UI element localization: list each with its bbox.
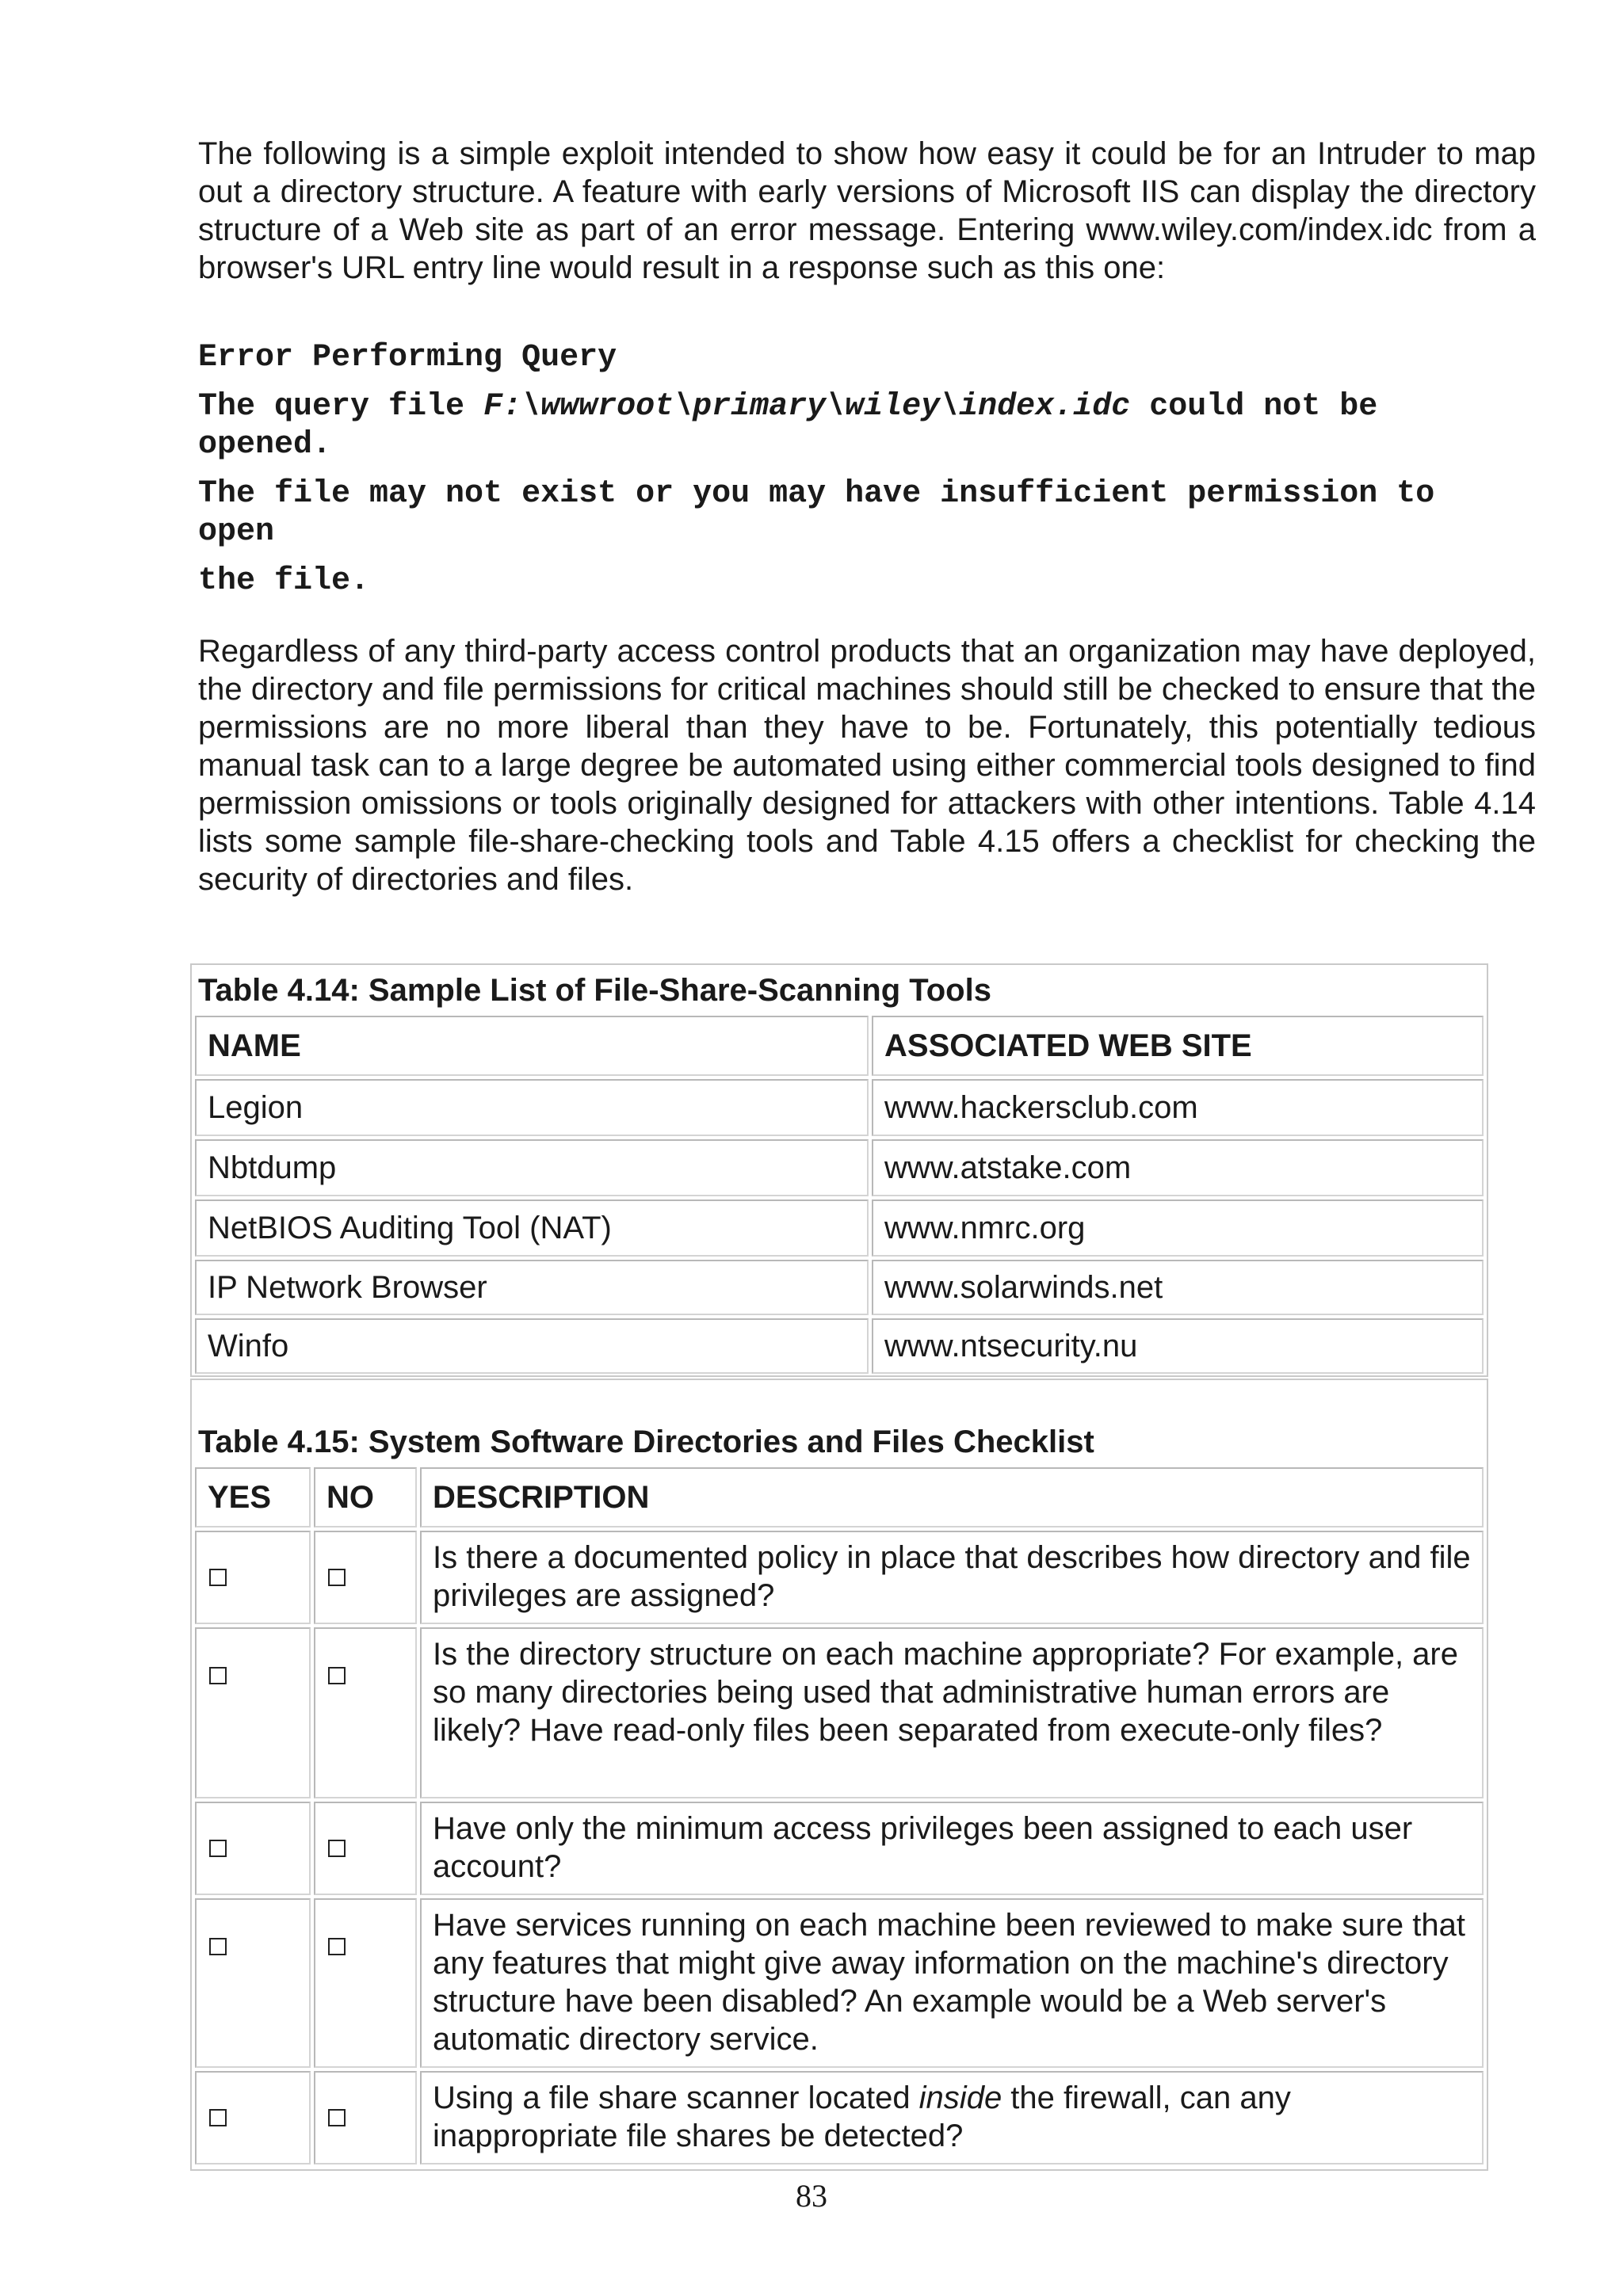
no-checkbox[interactable]	[314, 1898, 417, 2068]
table-row: Is the directory structure on each machine appropriate? For example, are so many directories being used that administrative human errors are likely? Have read-only files been separated from execute-only files?	[420, 1627, 1484, 1798]
checkbox-icon	[209, 1667, 227, 1684]
checkbox-icon	[328, 1569, 346, 1586]
error-line-5: open	[198, 514, 275, 550]
no-checkbox[interactable]	[314, 2071, 417, 2164]
checkbox-icon	[328, 1840, 346, 1857]
checkbox-icon	[328, 2109, 346, 2126]
table-row: Have services running on each machine been reviewed to make sure that any features that might give away information on the machine's directory structure have been disabled? An example would be a Web server's automatic directory service.	[420, 1898, 1484, 2068]
page-number: 83	[796, 2178, 827, 2214]
table-4-14-header-name: NAME	[195, 1016, 869, 1076]
table-row: Is there a documented policy in place that describes how directory and file privileges are assigned?	[420, 1531, 1484, 1624]
table-4-15-header-no: NO	[314, 1467, 417, 1527]
table-row: www.hackersclub.com	[872, 1079, 1484, 1136]
table-row: Nbtdump	[195, 1139, 869, 1196]
table-4-15-header-yes: YES	[195, 1467, 311, 1527]
table-row: NetBIOS Auditing Tool (NAT)	[195, 1199, 869, 1257]
no-checkbox[interactable]	[314, 1531, 417, 1624]
error-line-3: opened.	[198, 427, 332, 463]
yes-checkbox[interactable]	[195, 1531, 311, 1624]
table-4-14-caption: Table 4.14: Sample List of File-Share-Scanning Tools	[198, 973, 991, 1008]
no-checkbox[interactable]	[314, 1627, 417, 1798]
intro-paragraph: The following is a simple exploit intended to show how easy it could be for an Intruder to map out a directory structure. A feature with early versions of Microsoft IIS can display the directory structure of a Web site as part of an error message. Entering www.wiley.com/index.idc from a browser's URL entry line would result in a response such as this one:	[198, 136, 1536, 285]
checkbox-icon	[328, 1667, 346, 1684]
table-row: www.solarwinds.net	[872, 1260, 1484, 1315]
error-line-2	[198, 388, 1545, 426]
yes-checkbox[interactable]	[195, 1627, 311, 1798]
row-5-text-before: Using a file share scanner located	[433, 2081, 919, 2115]
table-row: www.ntsecurity.nu	[872, 1318, 1484, 1374]
row-5-emphasis: inside	[918, 2081, 1002, 2115]
table-row: Legion	[195, 1079, 869, 1136]
yes-checkbox[interactable]	[195, 1898, 311, 2068]
no-checkbox[interactable]	[314, 1802, 417, 1895]
yes-checkbox[interactable]	[195, 1802, 311, 1895]
table-row: Winfo	[195, 1318, 869, 1374]
error-line-2-prefix: The query file	[198, 389, 484, 425]
table-4-15-header-description: DESCRIPTION	[420, 1467, 1484, 1527]
table-row: IP Network Browser	[195, 1260, 869, 1315]
error-line-6: the file.	[198, 563, 370, 599]
table-4-15-caption: Table 4.15: System Software Directories and Files Checklist	[198, 1425, 1094, 1459]
row-5-text-after: the firewall, can any inappropriate file shares be detected?	[433, 2081, 1291, 2153]
checkbox-icon	[209, 1938, 227, 1955]
error-line-4: The file may not exist or you may have insufficient permission to	[198, 476, 1435, 512]
table-4-14-header-site: ASSOCIATED WEB SITE	[872, 1016, 1484, 1076]
error-file-path: F:\wwwroot\primary\wiley\index.idc	[483, 389, 1131, 425]
table-row: www.nmrc.org	[872, 1199, 1484, 1257]
table-row: www.atstake.com	[872, 1139, 1484, 1196]
yes-checkbox[interactable]	[195, 2071, 311, 2164]
table-row	[420, 2071, 1484, 2164]
checkbox-icon	[328, 1938, 346, 1955]
body-paragraph: Regardless of any third-party access control products that an organization may have deployed, the directory and file permissions for critical machines should still be checked to ensure that the permissions are no more liberal than they have to be. Fortunately, this potentially tedious manual task can to a large degree be automated using either commercial tools designed to find permission omissions or tools originally designed for attackers with other intentions. Table 4.14 lists some sample file-share-checking tools and Table 4.15 offers a checklist for checking the security of directories and files.	[198, 634, 1536, 897]
checkbox-icon	[209, 1840, 227, 1857]
checkbox-icon	[209, 2109, 227, 2126]
table-row: Have only the minimum access privileges been assigned to each user account?	[420, 1802, 1484, 1895]
error-line-2-suffix: could not be	[1130, 389, 1378, 425]
error-line-1: Error Performing Query	[198, 340, 617, 376]
checkbox-icon	[209, 1569, 227, 1586]
